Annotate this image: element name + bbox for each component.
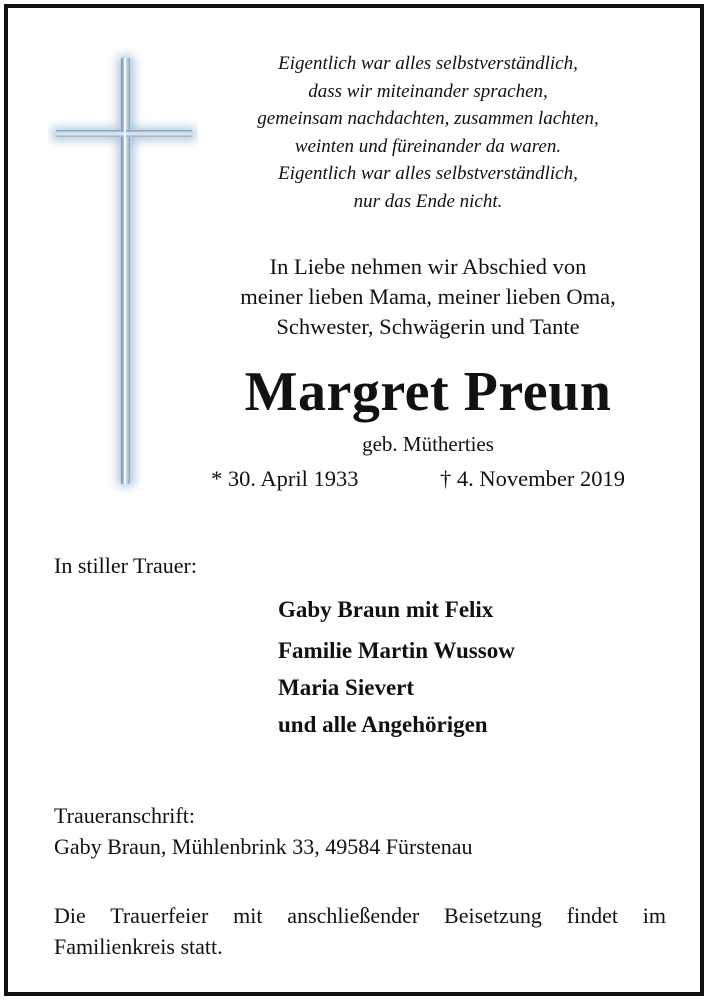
poem-line: nur das Ende nicht.	[353, 190, 503, 212]
mourner-name: und alle Angehörigen	[278, 712, 488, 737]
poem-line: Eigentlich war alles selbstverständlich,	[278, 53, 578, 74]
birth-date: * 30. April 1933	[211, 466, 359, 491]
mourner-name: Familie Martin Wussow	[278, 638, 515, 663]
maiden-name: geb. Mütherties	[362, 432, 494, 456]
farewell-intro	[198, 252, 658, 342]
cross-icon	[48, 48, 198, 493]
mourner-name: Maria Sievert	[278, 675, 415, 700]
poem	[208, 50, 648, 215]
intro-line: meiner lieben Mama, meiner lieben Oma,	[240, 284, 616, 309]
intro-line: In Liebe nehmen wir Abschied von	[269, 254, 587, 279]
address-value: Gaby Braun, Mühlenbrink 33, 49584 Fürstenau	[54, 834, 473, 859]
obituary-frame	[4, 4, 704, 996]
funeral-note: Die Trauerfeier mit anschließender Beisetzung findet im Familienkreis statt.	[54, 903, 666, 959]
address-label: Traueranschrift:	[54, 803, 195, 828]
deceased-name: Margret Preun	[244, 361, 612, 423]
poem-line: dass wir miteinander sprachen,	[308, 80, 548, 102]
death-date: † 4. November 2019	[440, 466, 625, 491]
mourners-list	[278, 591, 515, 743]
poem-line: gemeinsam nachdachten, zusammen lachten,	[257, 108, 599, 129]
intro-line: Schwester, Schwägerin und Tante	[276, 314, 580, 339]
mourners-label: In stiller Trauer:	[54, 553, 197, 578]
poem-line: weinten und füreinander da waren.	[294, 135, 562, 157]
mourner-name: Gaby Braun mit Felix	[278, 597, 494, 622]
poem-line: Eigentlich war alles selbstverständlich,	[278, 163, 578, 184]
